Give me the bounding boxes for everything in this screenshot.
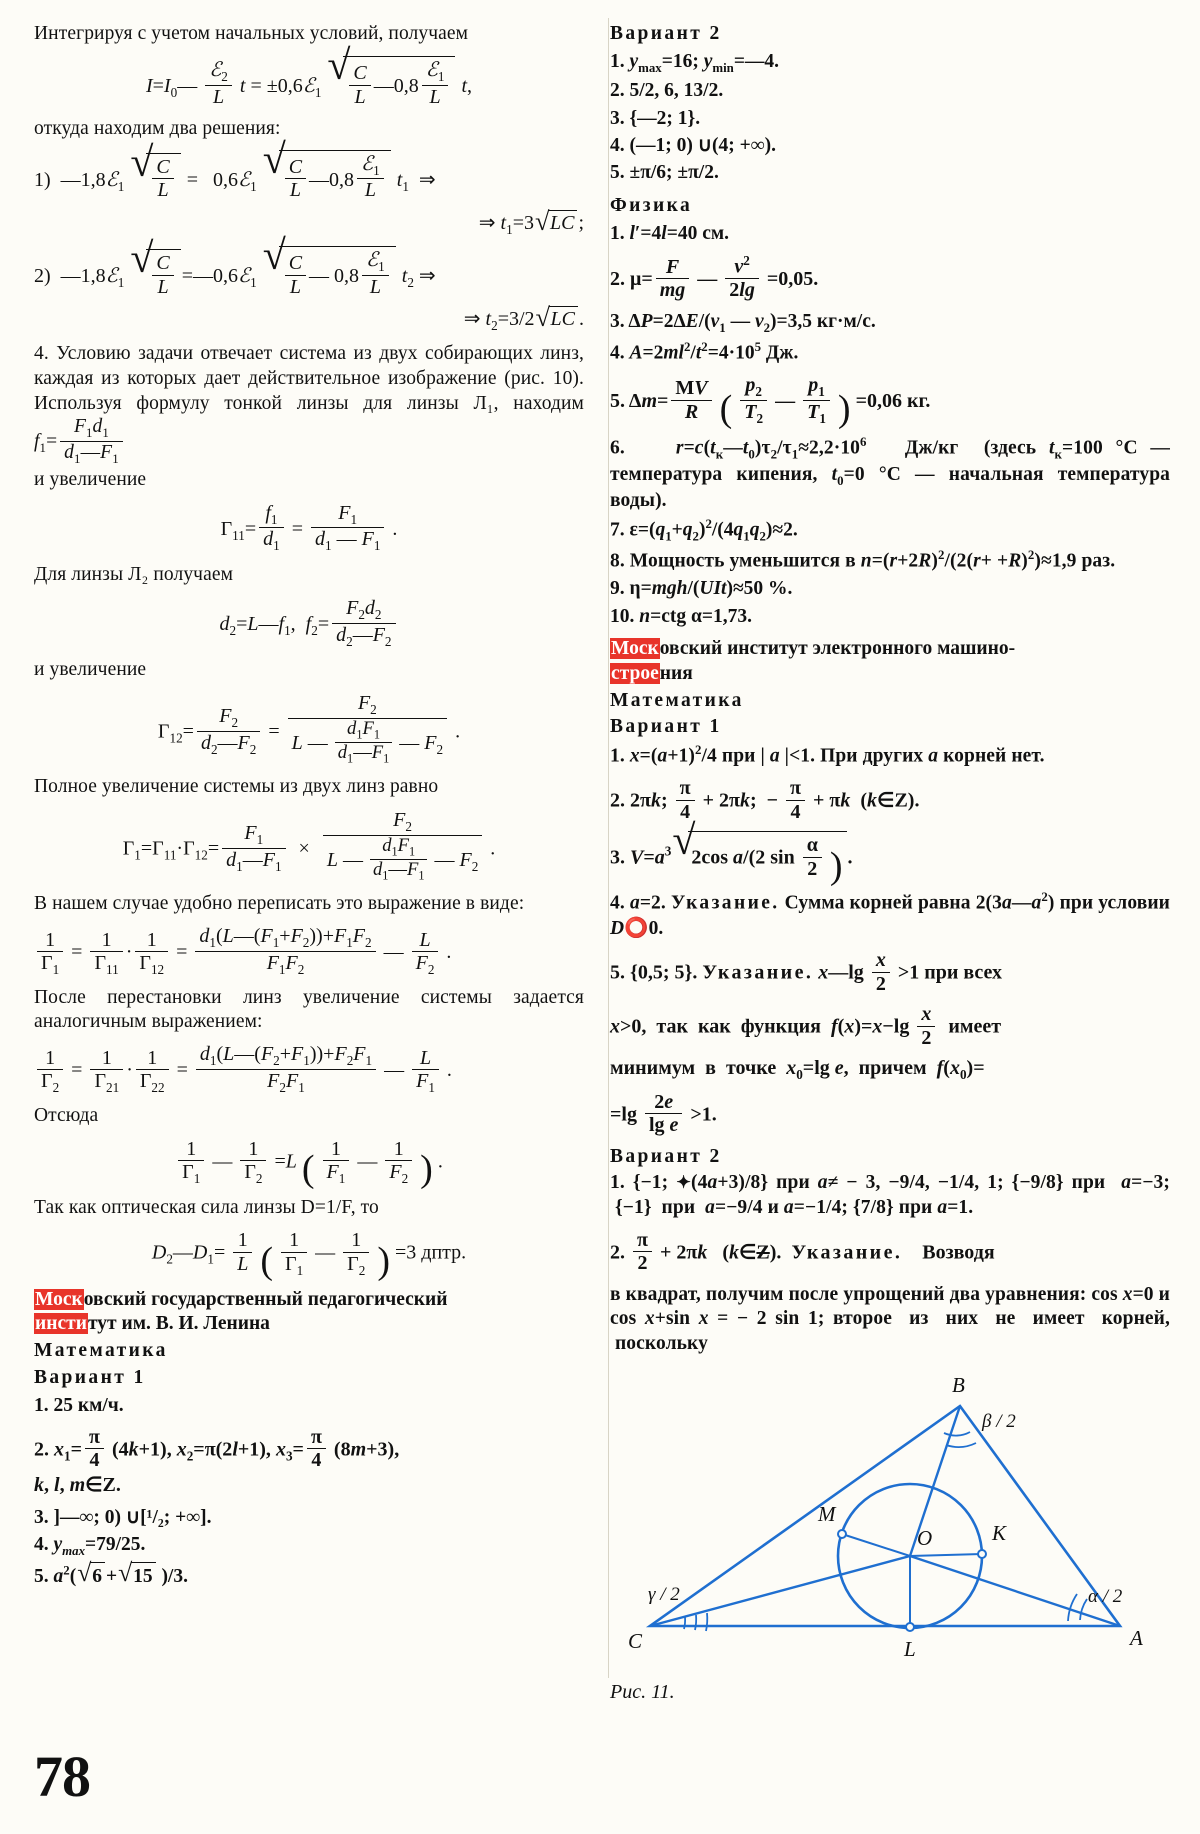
magnification-label-2: и увеличение [34, 659, 147, 681]
v1-answer-4: 4. a=2. Указание. Сумма корней равна $2(3a—a^2)$ при условии D⭕0. [610, 890, 1171, 939]
total-magnification-label: Полное увеличение системы из двух линз равно [34, 776, 439, 798]
variant2-answer-3: 3. {—2; 1}. [610, 107, 701, 129]
lens-2-label: Для линзы Л₂ получаем [34, 564, 234, 586]
v2-answer-2a: 2. $\frac{\pi}{2}$ + 2πk (k∈Z). Указание. Возводя [610, 1228, 995, 1275]
equation-solution-2: 2) —1,8ℰ$_1$ √ $\frac{C}{L}$ =—0,6ℰ$_1$ √ $\frac{C}{L}$ — 0,8 $\frac{ℰ_1}{L}$ $t_2$ ⇒ [34, 246, 584, 298]
triangle-outline [650, 1406, 1123, 1626]
point-k [978, 1550, 986, 1558]
angle-arc-alpha-2 [1068, 1594, 1077, 1621]
answer-left-5: 5. $a^2$( √ 6 + √ 15 )/3. [34, 1562, 584, 1589]
point-m [838, 1530, 846, 1538]
variant2-answer-5: 5. ±π/6; ±π/2. [610, 162, 719, 184]
variant2-answer-4: 4. (—1; 0) ∪(4; +∞). [610, 135, 776, 157]
physics-answer-3: 3. $\Delta P=2\Delta E/(v_1$ — $v_2)=3,5$ кг·м/с. [610, 311, 876, 336]
math-heading-right: Математика [610, 689, 744, 711]
physics-answer-1: 1. l′=4l=40 см. [610, 222, 730, 244]
label-c: C [628, 1628, 643, 1653]
variant-2-heading-right: Вариант 2 [610, 1145, 722, 1167]
v1-answer-1: 1. $x=(a+1)^2/4$ при | a |<1. При других a корней нет. [610, 743, 1045, 767]
v1-answer-3: 3. $V=a^3$ √ 2cos a/(2 sin $\frac{\alpha}{2}$ ) . [610, 831, 1170, 881]
label-beta-half: β / 2 [982, 1410, 1016, 1432]
variant-1-heading-right: Вариант 1 [610, 716, 722, 738]
right-column [610, 22, 1170, 1722]
answer-left-1: 1. 25 км/ч. [34, 1394, 124, 1416]
angle-arc-gamma-2 [695, 1615, 696, 1630]
variant2-answer-2: 2. 5/2, 6, 13/2. [610, 80, 724, 102]
angle-arc-gamma-3 [706, 1613, 707, 1631]
highlight-marker-4: строе [611, 662, 659, 684]
label-o: O [917, 1525, 933, 1550]
two-column-body [34, 22, 1170, 1722]
intro-paragraph: Интегрируя с учетом начальных условий, получаем [34, 23, 469, 44]
institute-heading-rest-1: овский государственный педагогический [83, 1288, 448, 1310]
equation-result-t1: ⇒ $t_1=3$ √ LC ; [34, 210, 584, 238]
equation-inverse-gamma1: $\frac{1}{\Gamma_1}$ = $\frac{1}{\Gamma_{11}}$ · $\frac{1}{\Gamma_{12}}$ = $\frac{d_1(L—(F_1+F_2))+F_1F_2}{F_1F_2}$ — $\frac{L}{F_2}$ . [34, 925, 584, 978]
variant-1-left: Вариант 1 [34, 1366, 146, 1388]
institute-heading-mgpi [34, 1288, 584, 1338]
equation-d2-f2: $d_2=L—f_1$, $f_2=$ $\frac{F_2d_2}{d_2—F_2}$ [34, 597, 584, 650]
equation-gamma1-product: $\Gamma_1=\Gamma_{11}\cdot\Gamma_{12}=$ $\frac{F_1}{d_1—F_1}$ × $F_2$ L — $\frac{d_1F_1}{d_1—F_1}$ — $F_2$ . [122, 809, 496, 883]
angle-arc-gamma-1 [684, 1617, 685, 1629]
f1-inline-formula: $f_1=$ $\frac{F_1d_1}{d_1—F_1}$ [34, 431, 126, 452]
angle-arc-beta-1 [946, 1443, 976, 1447]
v1-answer-5a: 5. {0,5; 5}. Указание. x—lg $\frac{x}{2}$ >1 при всех [610, 949, 1003, 995]
equation-gamma12: $\Gamma_{12}=$ $\frac{F_2}{d_2—F_2}$ = $F_2$ L — $\frac{d_1F_1}{d_1—F_1}$ — $F_2$ . [157, 692, 461, 766]
equation-current: $I=I_0—$ $\frac{ℰ_2}{L}$ t = ±0,6ℰ$_1$ √ $\frac{C}{L}$ —0,8 $\frac{ℰ_1}{L}$ t, [34, 56, 584, 108]
label-m: M [818, 1501, 836, 1526]
highlight-marker-3: Моск [611, 638, 659, 660]
label-k: K [992, 1520, 1007, 1545]
label-l: L [904, 1636, 916, 1661]
physics-answer-10: 10. n=ctg α=1,73. [610, 605, 752, 627]
figure-11 [610, 1371, 1170, 1671]
physics-answer-9: 9. η=mgh/(UIt)≈50 %. [610, 578, 793, 600]
variant2-answer-1: 1. $y_{max}=16$; $y_{min}=—4$. [610, 50, 780, 75]
figure-caption: Рис. 11. [610, 1680, 675, 1703]
institute-heading-miem [610, 637, 1170, 687]
column-divider [608, 18, 609, 1678]
institute-heading-rest-2: тут им. В. И. Ленина [87, 1313, 270, 1335]
optical-power-label: Так как оптическая сила линзы D=1/F, то [34, 1196, 379, 1218]
label-gamma-half: γ / 2 [648, 1583, 680, 1605]
item-4-text: 4. Условию задачи отвечает система из двух собирающих линз, каждая из которых дает действительное изображение (рис. 10). Используя формулу тонкой линзы для линзы Л₁, находим [34, 343, 584, 414]
equation-d2-minus-d1: $D_2—D_1=$ $\frac{1}{L}$ ( $\frac{1}{\Gamma_1}$ — $\frac{1}{\Gamma_2}$ ) =3 дптр. [151, 1229, 467, 1283]
equation-solution-1: 1) —1,8ℰ$_1$ √ $\frac{C}{L}$ = 0,6ℰ$_1$ √ $\frac{C}{L}$ —0,8 $\frac{ℰ_1}{L}$ $t_1$ ⇒ [34, 150, 584, 202]
page-number: 78 [34, 1744, 90, 1809]
answer-left-3: 3. ]—∞; 0) ∪[¹/₂; +∞]. [34, 1506, 212, 1528]
magnification-label-1: и увеличение [34, 468, 147, 490]
physics-heading: Физика [610, 194, 693, 216]
physics-answer-6: 6. $r=c(t_к—t_0)\tau_2/\tau_1\approx 2,2\cdot 10^6$ Дж/кг (здесь $t_к=100$ °C — температура кипения, $t_0=0$ °C — начальная температура воды). [610, 435, 1170, 512]
answer-left-4: 4. $y_{max}=79/25$. [34, 1534, 146, 1558]
point-l [906, 1623, 914, 1631]
triangle-incircle-diagram [610, 1371, 1170, 1671]
equation-inverse-gamma2: $\frac{1}{\Gamma_2}$ = $\frac{1}{\Gamma_{21}}$ · $\frac{1}{\Gamma_{22}}$ = $\frac{d_1(L—(F_2+F_1))+F_2F_1}{F_2F_1}$ — $\frac{L}{F_1}$ . [34, 1043, 584, 1096]
radius-to-m [842, 1534, 910, 1556]
convenient-rewrite-label: В нашем случае удобно переписать это выражение в виде: [34, 893, 525, 915]
v1-answer-5b: x>0, так как функция f(x)=x−lg $\frac{x}{2}$ имеет [610, 1003, 1002, 1049]
after-swap-label: После перестановки линз увеличение системы задается аналогичным выражением: [34, 986, 584, 1033]
item-4-paragraph [34, 342, 584, 466]
v2-answer-2b: в квадрат, получим после упрощений два уравнения: cos x=0 и cos x+sin x = − 2 sin 1; второе из них не имеет корней, поскольку [610, 1283, 1170, 1355]
physics-answer-4: 4. $A=2ml^2/t^2=4\cdot 10^5$ Дж. [610, 339, 799, 364]
physics-answer-2: 2. μ= $\frac{F}{mg}$ — $\frac{v^2}{2\lg}$ =0,05. [610, 252, 819, 301]
label-b: B [952, 1372, 965, 1397]
equation-result-t2: ⇒ $t_2=3/2$ √ LC . [34, 306, 584, 334]
physics-answer-7: 7. $\varepsilon=(q_1+q_2)^2/(4q_1q_2)\approx 2$. [610, 517, 798, 544]
physics-answer-5: 5. Δm= $\frac{MV}{R}$ ( $\frac{p_2}{T_2}$ — $\frac{p_1}{T_1}$ ) =0,06 кг. [610, 373, 931, 430]
highlight-marker-1: Моск [35, 1288, 83, 1310]
left-column [34, 22, 584, 1722]
two-solutions-label: откуда находим два решения: [34, 117, 281, 139]
v1-answer-2: 2. 2πk; $\frac{\pi}{4}$ + 2πk; − $\frac{\pi}{4}$ + πk (k∈Z). [610, 777, 920, 823]
angle-arc-alpha-1 [1080, 1599, 1087, 1620]
physics-answer-8: 8. Мощность уменьшится в $n=(r+2R)^2/(2(r+ +R)^2)\approx 1,9$ раз. [610, 548, 1116, 572]
radius-to-k [910, 1554, 982, 1556]
v1-answer-5c: минимум в точке $x_0=\lg$ e, причем $f(x_0)=$ [610, 1056, 985, 1082]
institute-heading-rest-4: ния [659, 662, 693, 684]
hence-label: Отсюда [34, 1104, 99, 1126]
equation-difference: $\frac{1}{\Gamma_1}$ — $\frac{1}{\Gamma_2}$ =L ( $\frac{1}{F_1}$ — $\frac{1}{F_2}$ ) . [34, 1138, 584, 1187]
variant-2-heading: Вариант 2 [610, 23, 722, 44]
highlight-marker-2: инсти [35, 1313, 87, 1335]
angle-arc-beta-2 [944, 1432, 970, 1436]
equation-gamma11: $\Gamma_{11}=$ $\frac{f_1}{d_1}$ = $\frac{F_1}{d_1 — F_1}$ . [220, 501, 398, 554]
v2-answer-1: 1. {−1; ✦(4a+3)/8} при a≠ − 3, −9/4, −1/4, 1; {−9/8} при a=−3; {−1} при a=−9/4 и a=−1/4; {7/8} при a=1. [610, 1172, 1170, 1219]
label-a: A [1130, 1625, 1143, 1650]
label-alpha-half: α / 2 [1088, 1585, 1123, 1607]
v1-answer-5d: =lg $\frac{2e}{\text{lg e}}$ >1. [610, 1090, 717, 1137]
subject-math-left: Математика [34, 1340, 168, 1362]
answer-left-2: 2. $x_1=$ $\frac{\pi}{4}$ (4k+1), $x_2=\pi(2l+1)$, $x_3=$ $\frac{\pi}{4}$ (8m+3), k, l, m∈Z. [34, 1425, 400, 1496]
institute-heading-rest-3: овский институт электронного машино- [659, 638, 1016, 660]
